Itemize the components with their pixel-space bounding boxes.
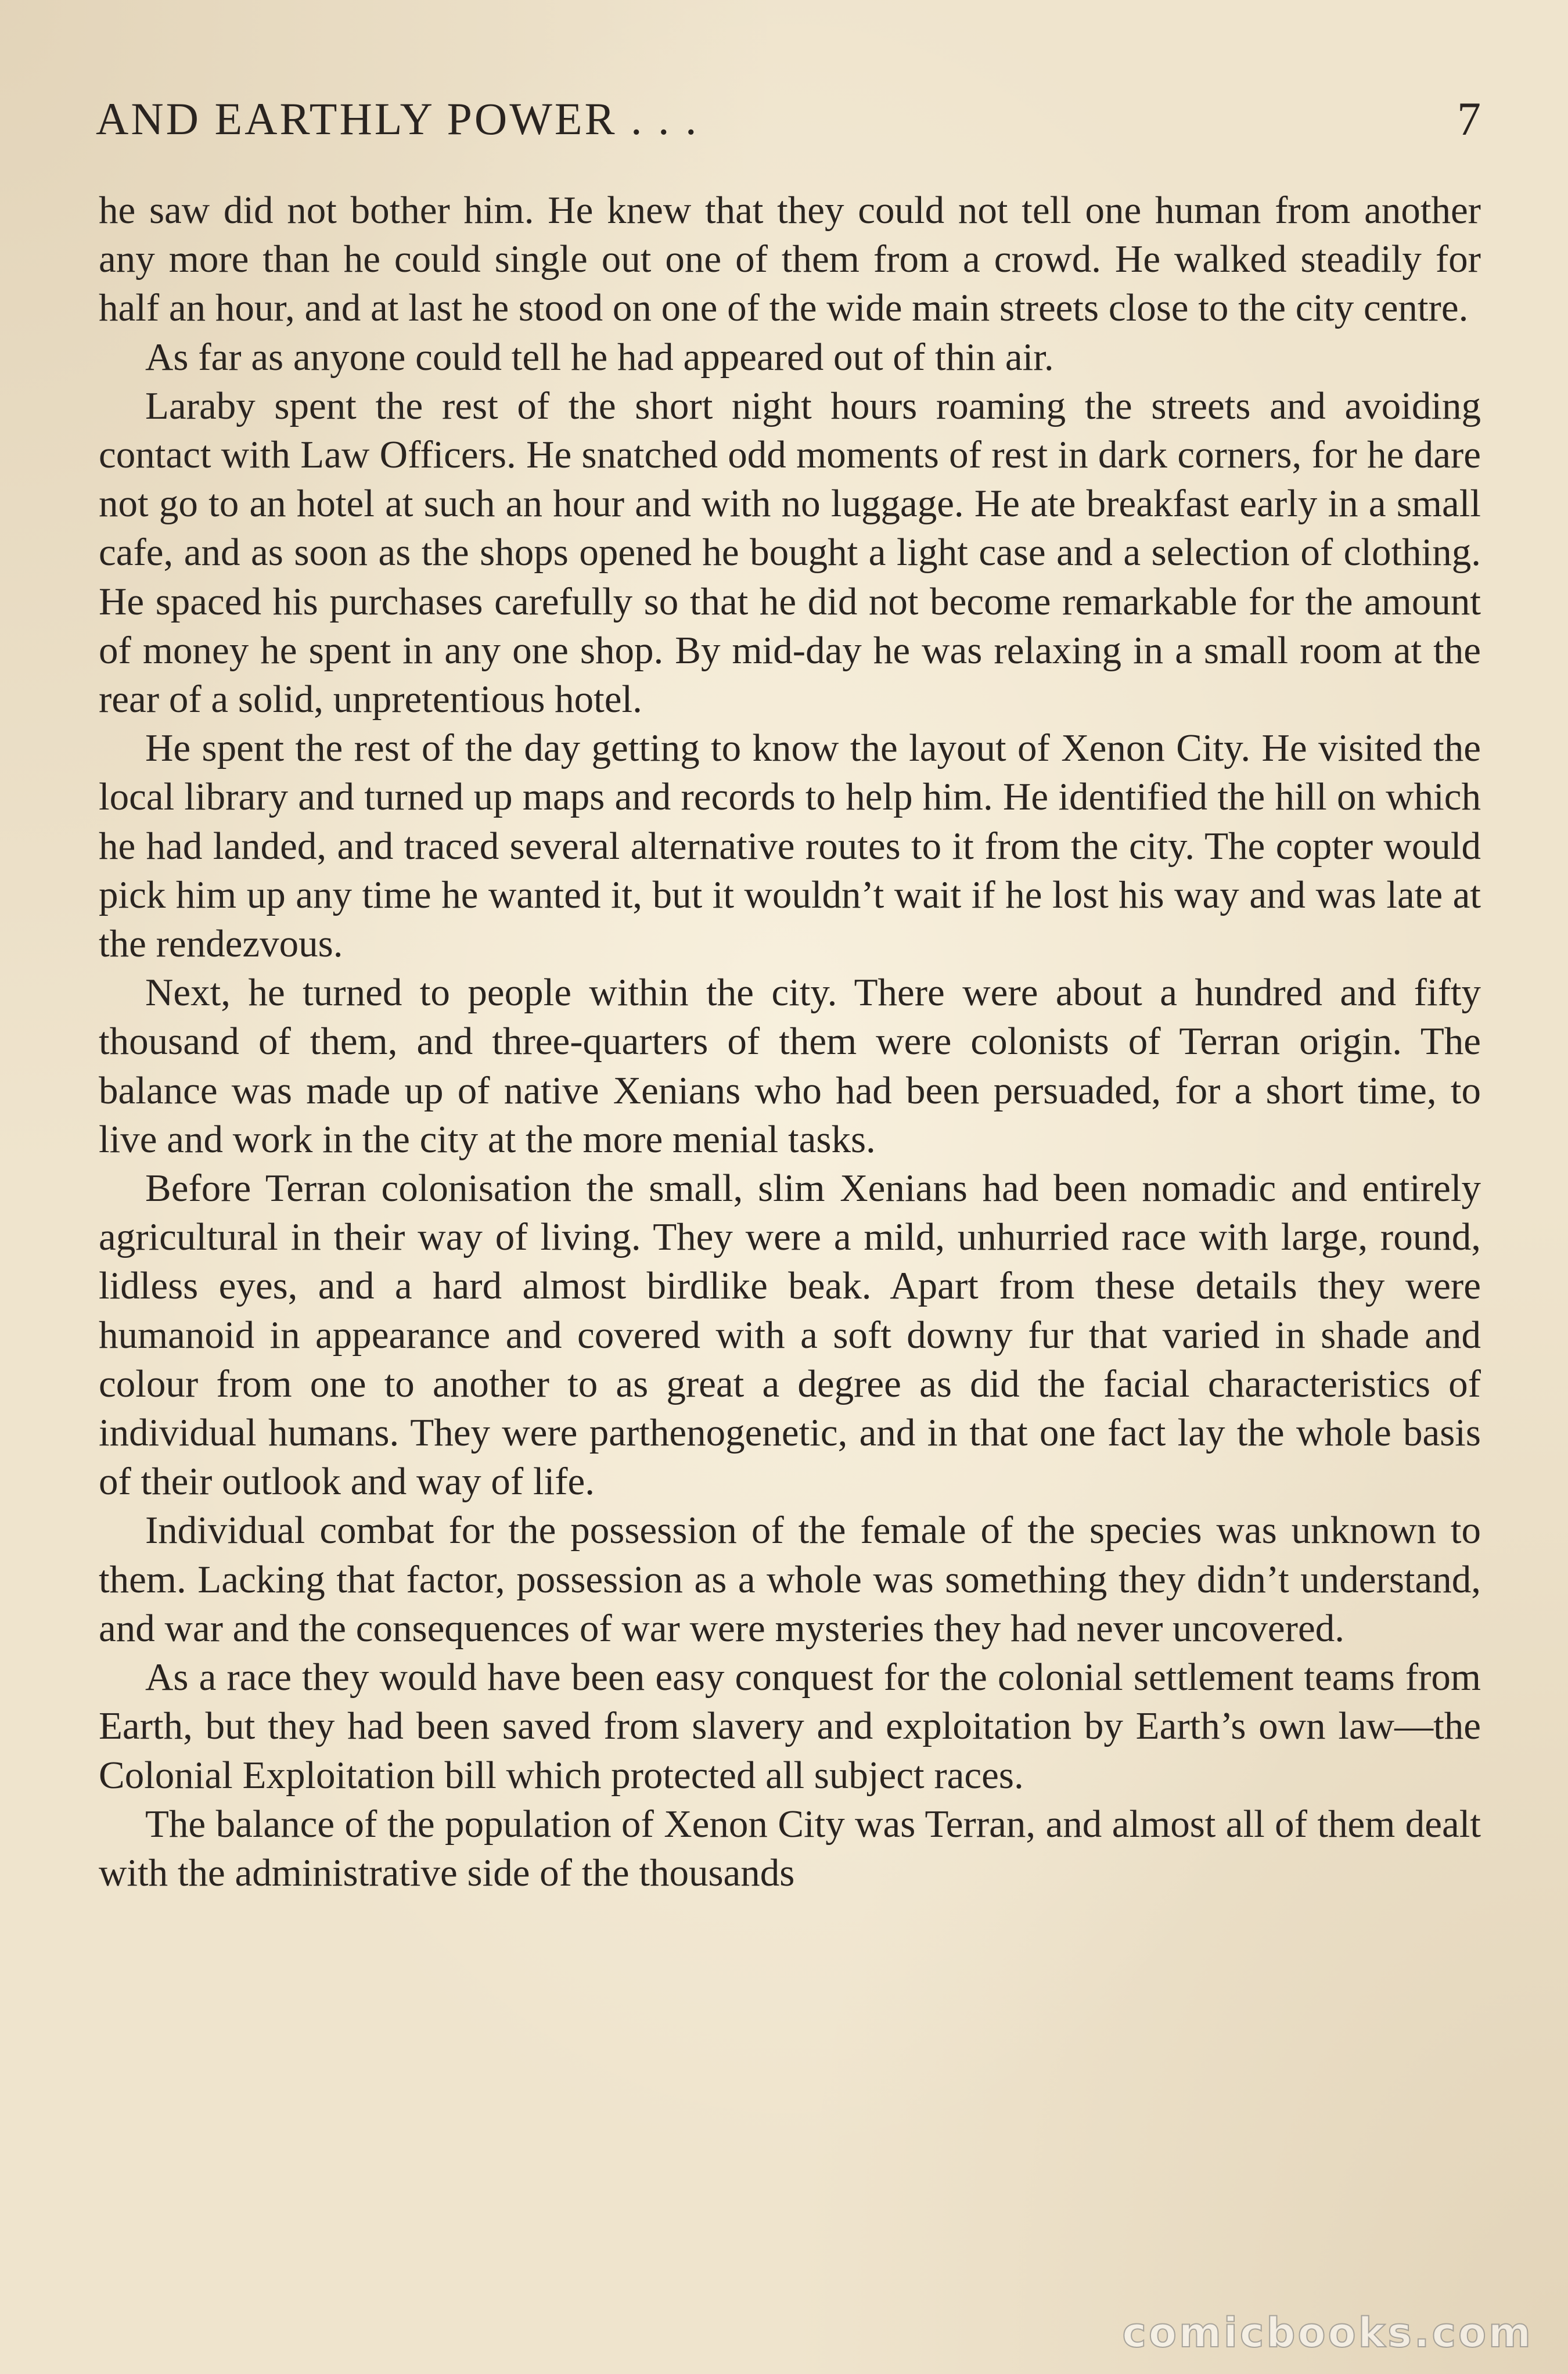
paragraph: He spent the rest of the day getting to know the layout of Xenon City. He visited the local library and turned up maps and records to help him. He identified the hill on which he had landed, and traced several alternative routes to it from the city. The copter would pick him up any time he wanted it, but it wouldn’t wait if he lost his way and was late at the rendezvous. — [99, 726, 1481, 966]
page-header — [96, 87, 1481, 151]
paragraph: Laraby spent the rest of the short night hours roaming the streets and avoiding contact with Law Officers. He snatched odd moments of rest in dark corners, for he dare not go to an hotel at such an hour and with no luggage. He ate breakfast early in a small cafe, and as soon as the shops opened he bought a light case and a selection of clothing. He spaced his purchases carefully so that he did not become remarkable for the amount of money he spent in any one shop. By mid-day he was relaxing in a small room at the rear of a solid, unpretentious hotel. — [99, 384, 1481, 721]
paragraph: he saw did not bother him. He knew that they could not tell one human from another any more than he could single out one of them from a crowd. He walked steadily for half an hour, and at last he stood on one of the wide main streets close to the city centre. — [99, 189, 1481, 330]
paragraph: As a race they would have been easy conquest for the colonial settlement teams from Earth, but they had been saved from slavery and exploitation by Earth’s own law—the Colonial Exploitation bill which protected all subject races. — [99, 1656, 1481, 1797]
page-number: 7 — [1457, 92, 1481, 145]
body-text — [99, 186, 1481, 1897]
running-head: AND EARTHLY POWER . . . — [96, 93, 699, 144]
paragraph: Individual combat for the possession of the female of the species was unknown to them. Lacking that factor, possession as a whole was something they didn’t understand, and war and the consequences of war were mysteries they had never uncovered. — [99, 1509, 1481, 1650]
paragraph: As far as anyone could tell he had appeared out of thin air. — [145, 335, 1054, 379]
paragraph: Before Terran colonisation the small, slim Xenians had been nomadic and entirely agricultural in their way of living. They were a mild, unhurried race with large, round, lidless eyes, and a hard almost birdlike beak. Apart from these details they were humanoid in appearance and covered with a soft downy fur that varied in shade and colour from one to another to as great a degree as did the facial characteristics of individual humans. They were parthenogenetic, and in that one fact lay the whole basis of their outlook and way of life. — [99, 1167, 1481, 1503]
paragraph: The balance of the population of Xenon City was Terran, and almost all of them dealt with the administrative side of the thousands — [99, 1802, 1481, 1894]
source-watermark: comicbooks.com — [1122, 2309, 1533, 2357]
paragraph: Next, he turned to people within the city. There were about a hundred and fifty thousand of them, and three-quarters of them were colonists of Terran origin. The balance was made up of native Xenians who had been persuaded, for a short time, to live and work in the city at the more menial tasks. — [99, 971, 1481, 1161]
